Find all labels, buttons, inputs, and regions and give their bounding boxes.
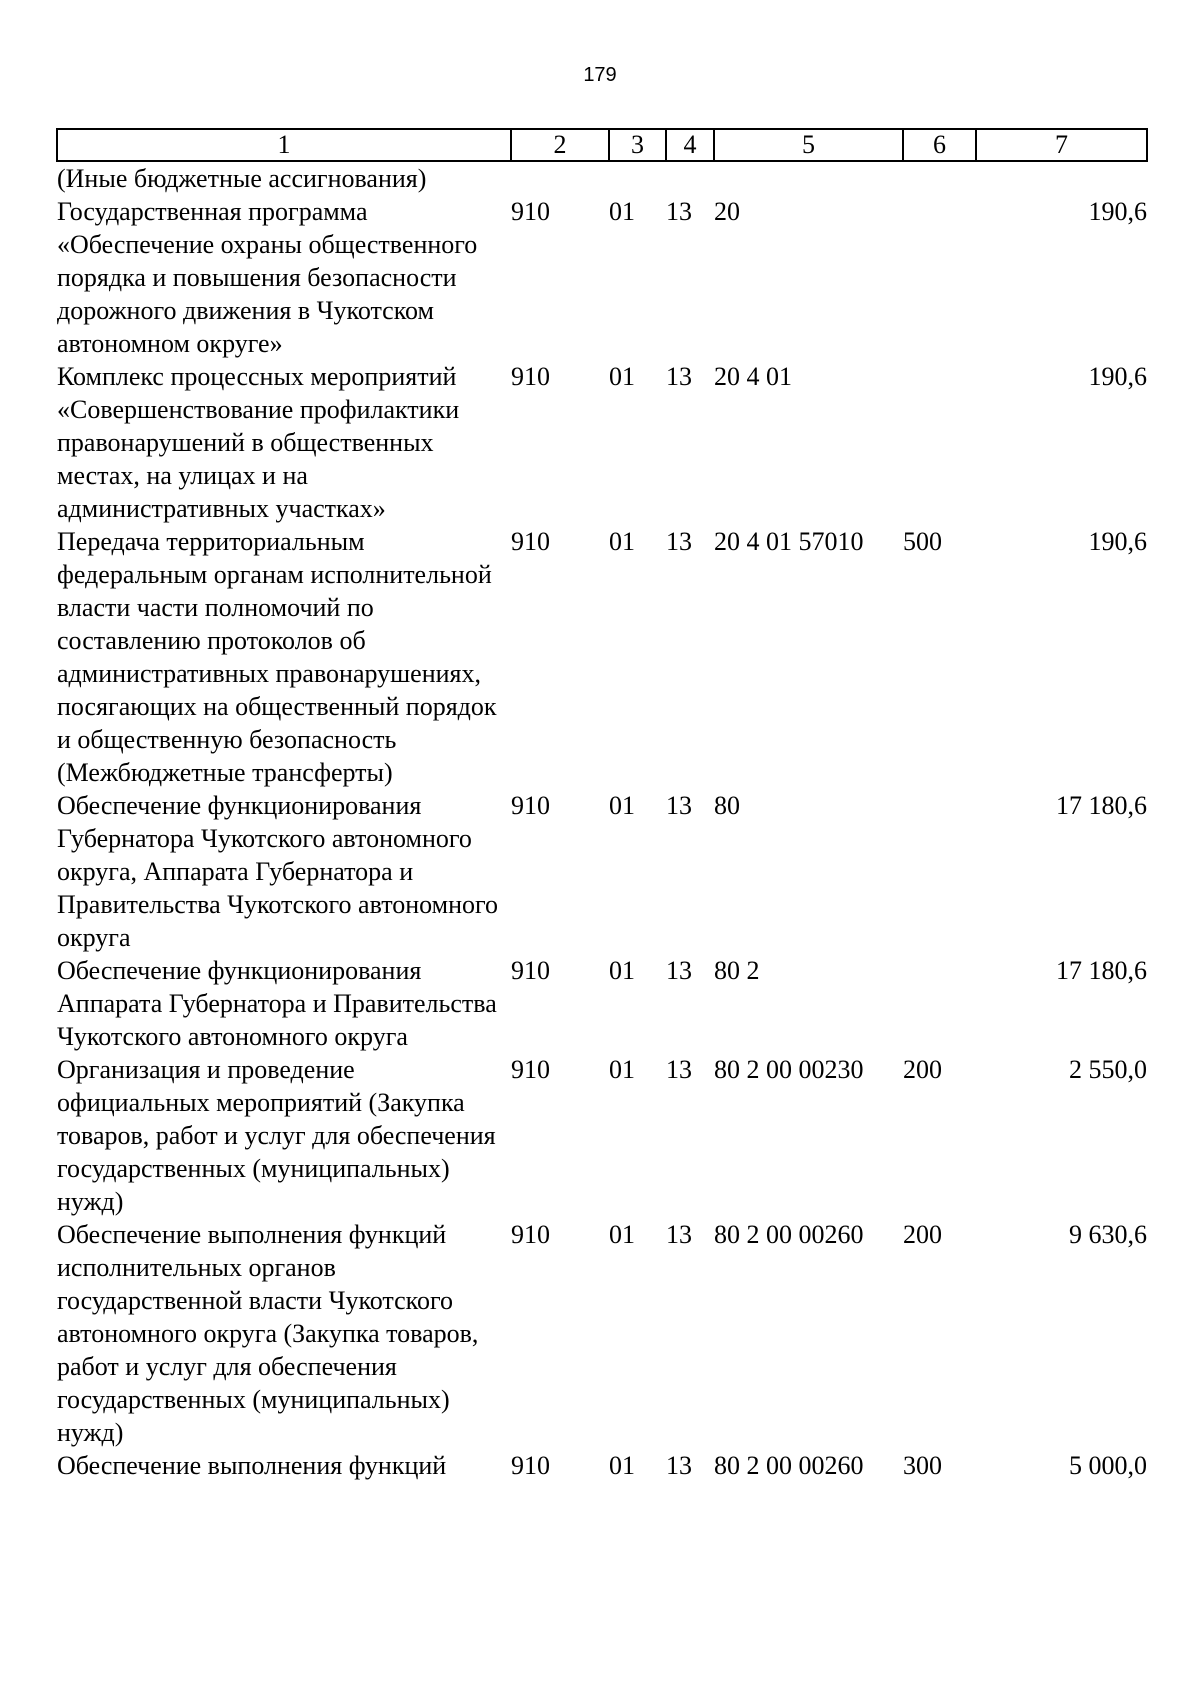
row-name-cell: (Иные бюджетные ассигнования) xyxy=(57,164,427,193)
table-row xyxy=(57,1449,1147,1482)
row-subsection-cell: 13 xyxy=(666,362,692,391)
table-row xyxy=(57,360,1147,525)
row-subsection-cell: 13 xyxy=(666,956,692,985)
column-header: 2 xyxy=(511,129,609,161)
table-body xyxy=(57,161,1147,1482)
row-section-cell: 01 xyxy=(609,791,635,820)
row-section-cell: 01 xyxy=(609,956,635,985)
row-amount-cell: 190,6 xyxy=(1088,362,1147,391)
row-amount-cell: 17 180,6 xyxy=(1056,791,1147,820)
row-ministry-code-cell: 910 xyxy=(511,1220,550,1249)
row-name-cell: Обеспечение выполнения функций исполнительных органов государственной власти Чукотского автономного округа (Закупка товаров, работ и услуг для обеспечения государственных (муниципальных) нужд) xyxy=(57,1220,479,1447)
row-ministry-code-cell: 910 xyxy=(511,362,550,391)
row-ministry-code-cell: 910 xyxy=(511,197,550,226)
row-name-cell: Государственная программа «Обеспечение охраны общественного порядка и повышения безопасности дорожного движения в Чукотском автономном округе» xyxy=(57,197,478,358)
row-section-cell: 01 xyxy=(609,1055,635,1084)
row-subsection-cell: 13 xyxy=(666,791,692,820)
column-header: 7 xyxy=(976,129,1147,161)
row-expense-type-cell xyxy=(903,954,976,1053)
column-header: 6 xyxy=(903,129,976,161)
row-name-cell: Организация и проведение официальных мероприятий (Закупка товаров, работ и услуг для обеспечения государственных (муниципальных) нужд) xyxy=(57,1055,496,1216)
row-expense-type-cell xyxy=(903,789,976,954)
row-ministry-code-cell: 910 xyxy=(511,791,550,820)
row-target-item-cell: 80 2 xyxy=(714,956,760,985)
row-name-cell: Обеспечение функционирования Аппарата Губернатора и Правительства Чукотского автономного округа xyxy=(57,956,497,1051)
table-row xyxy=(57,1218,1147,1449)
row-target-item-cell: 80 2 00 00230 xyxy=(714,1055,864,1084)
row-name-cell: Передача территориальным федеральным органам исполнительной власти части полномочий по составлению протоколов об административных правонарушениях, посягающих на общественный порядок и общественную безопасность (Межбюджетные трансферты) xyxy=(57,527,497,787)
row-section-cell: 01 xyxy=(609,1220,635,1249)
row-amount-cell: 9 630,6 xyxy=(1069,1220,1147,1249)
page-number: 179 xyxy=(583,64,617,86)
row-ministry-code-cell: 910 xyxy=(511,527,550,556)
row-target-item-cell: 80 2 00 00260 xyxy=(714,1451,864,1480)
row-ministry-code-cell: 910 xyxy=(511,1451,550,1480)
row-name-cell: Комплекс процессных мероприятий «Совершенствование профилактики правонарушений в общественных местах, на улицах и на административных участках» xyxy=(57,362,460,523)
row-target-item-cell: 20 4 01 57010 xyxy=(714,527,864,556)
table-row xyxy=(57,161,1147,195)
row-subsection-cell: 13 xyxy=(666,527,692,556)
row-amount-cell xyxy=(976,161,1147,195)
row-section-cell: 01 xyxy=(609,527,635,556)
row-amount-cell: 190,6 xyxy=(1088,197,1147,226)
row-expense-type-cell xyxy=(903,360,976,525)
row-expense-type-cell: 300 xyxy=(903,1451,942,1480)
table-row xyxy=(57,789,1147,954)
row-section-cell: 01 xyxy=(609,1451,635,1480)
table-row xyxy=(57,1053,1147,1218)
row-ministry-code-cell: 910 xyxy=(511,956,550,985)
table-row xyxy=(57,195,1147,360)
column-header: 1 xyxy=(57,129,511,161)
column-header: 3 xyxy=(609,129,666,161)
row-target-item-cell xyxy=(714,161,903,195)
row-subsection-cell xyxy=(666,161,714,195)
row-name-cell: Обеспечение функционирования Губернатора Чукотского автономного округа, Аппарата Губернатора и Правительства Чукотского автономного округа xyxy=(57,791,499,952)
row-expense-type-cell: 500 xyxy=(903,527,942,556)
row-amount-cell: 17 180,6 xyxy=(1056,956,1147,985)
row-section-cell: 01 xyxy=(609,197,635,226)
table-row xyxy=(57,525,1147,789)
column-header: 4 xyxy=(666,129,714,161)
table-header xyxy=(57,129,1147,161)
row-ministry-code-cell: 910 xyxy=(511,1055,550,1084)
row-target-item-cell: 20 4 01 xyxy=(714,362,792,391)
row-amount-cell: 2 550,0 xyxy=(1069,1055,1147,1084)
row-ministry-code-cell xyxy=(511,161,609,195)
row-target-item-cell: 80 xyxy=(714,791,740,820)
row-expense-type-cell: 200 xyxy=(903,1055,942,1084)
row-target-item-cell: 80 2 00 00260 xyxy=(714,1220,864,1249)
table-row xyxy=(57,954,1147,1053)
budget-table xyxy=(56,128,1148,1482)
row-subsection-cell: 13 xyxy=(666,1055,692,1084)
row-subsection-cell: 13 xyxy=(666,1451,692,1480)
row-amount-cell: 190,6 xyxy=(1088,527,1147,556)
column-header: 5 xyxy=(714,129,903,161)
row-target-item-cell: 20 xyxy=(714,197,740,226)
row-section-cell: 01 xyxy=(609,362,635,391)
row-name-cell: Обеспечение выполнения функций xyxy=(57,1451,447,1480)
row-amount-cell: 5 000,0 xyxy=(1069,1451,1147,1480)
row-section-cell xyxy=(609,161,666,195)
row-expense-type-cell xyxy=(903,161,976,195)
row-expense-type-cell xyxy=(903,195,976,360)
row-subsection-cell: 13 xyxy=(666,1220,692,1249)
row-expense-type-cell: 200 xyxy=(903,1220,942,1249)
row-subsection-cell: 13 xyxy=(666,197,692,226)
